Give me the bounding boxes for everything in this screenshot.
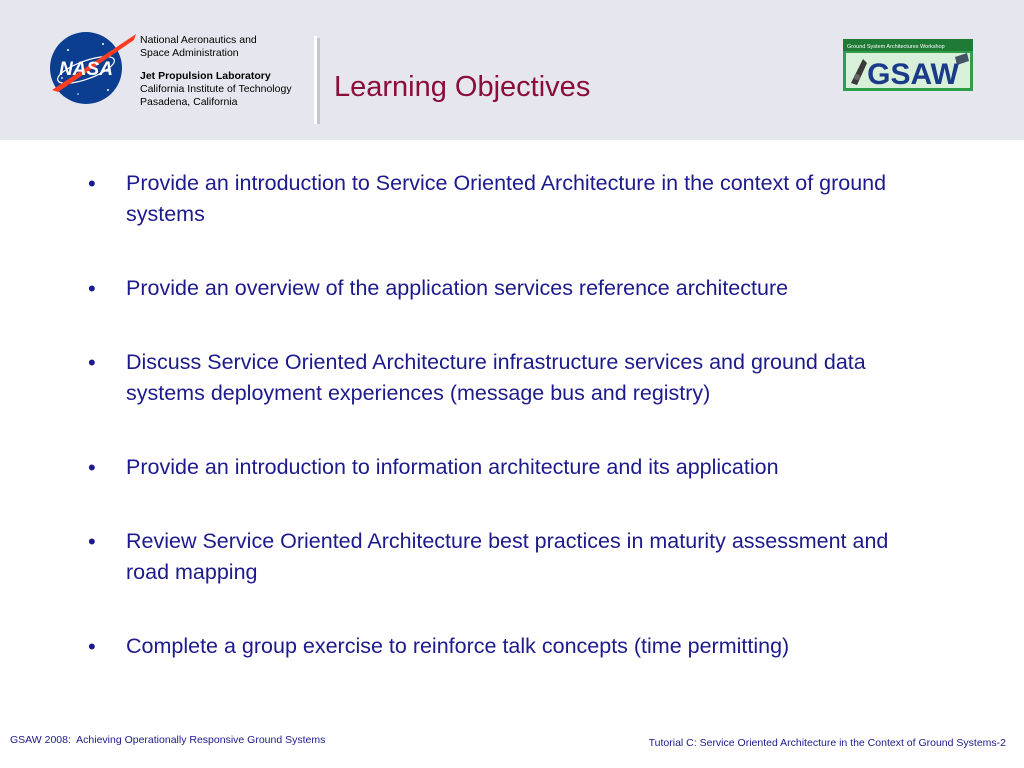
- list-item: [88, 526, 928, 588]
- bullet-icon: •: [88, 171, 96, 196]
- footer-tutorial-page: Tutorial C: Service Oriented Architecture in the Context of Ground Systems-2: [648, 737, 1006, 749]
- nasa-logo: [48, 28, 138, 106]
- org-line-1: National Aeronautics and: [140, 34, 257, 46]
- lab-name: Jet Propulsion Laboratory: [140, 70, 271, 82]
- list-item: [88, 347, 928, 409]
- slide-title: Learning Objectives: [334, 71, 591, 103]
- organization-block: [140, 34, 292, 109]
- list-item: [88, 168, 928, 230]
- list-item-text: Discuss Service Oriented Architecture infrastructure services and ground data systems deployment experiences (message bus and registry): [126, 350, 866, 405]
- bullet-icon: •: [88, 634, 96, 659]
- header-divider: [314, 36, 317, 124]
- bullet-icon: •: [88, 529, 96, 554]
- lab-line-2: California Institute of Technology: [140, 83, 292, 95]
- list-item-text: Complete a group exercise to reinforce talk concepts (time permitting): [126, 634, 790, 658]
- learning-objectives-list: [88, 168, 928, 662]
- gsaw-logo: [843, 39, 973, 91]
- gsaw-logo-text: GSAW: [867, 58, 959, 91]
- list-item-text: Provide an overview of the application services reference architecture: [126, 276, 789, 300]
- list-item: [88, 631, 928, 662]
- list-item-text: Provide an introduction to Service Oriented Architecture in the context of ground systems: [126, 171, 887, 226]
- bullet-icon: •: [88, 350, 96, 375]
- list-item-text: Review Service Oriented Architecture best practices in maturity assessment and road mapping: [126, 529, 889, 584]
- nasa-logo-text: NASA: [59, 59, 113, 80]
- lab-line-3: Pasadena, California: [140, 96, 238, 108]
- list-item-text: Provide an introduction to information architecture and its application: [126, 455, 779, 479]
- list-item: [88, 273, 928, 304]
- slide-header: [0, 0, 1024, 140]
- header-divider-shadow: [317, 38, 320, 124]
- gsaw-banner-text: Ground System Architectures Workshop: [847, 44, 945, 50]
- bullet-icon: •: [88, 455, 96, 480]
- bullet-icon: •: [88, 276, 96, 301]
- footer-conference: GSAW 2008: Achieving Operationally Responsive Ground Systems: [10, 734, 326, 746]
- org-line-2: Space Administration: [140, 47, 239, 59]
- list-item: [88, 452, 928, 483]
